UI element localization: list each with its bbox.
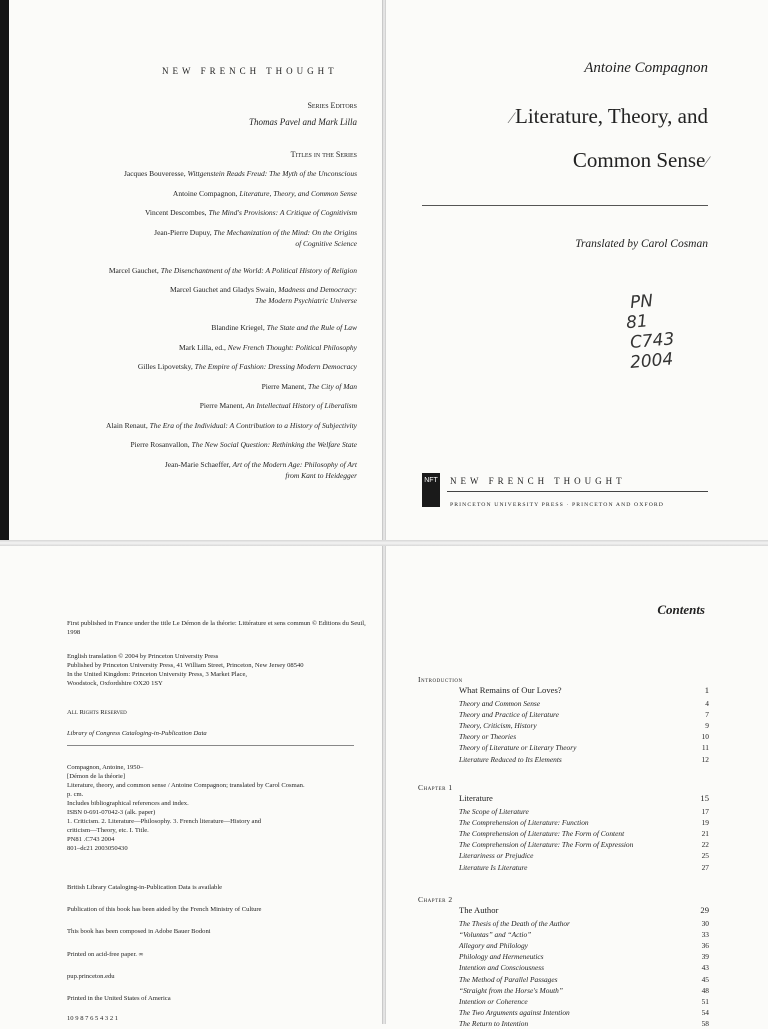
cip-rule bbox=[67, 745, 354, 746]
contents-heading: Contents bbox=[657, 602, 705, 617]
series-title-entry bbox=[40, 459, 357, 481]
page-gutter bbox=[382, 0, 386, 1024]
toc-entry-title: The Two Arguments against Intention bbox=[459, 1008, 570, 1018]
toc-page-number: 39 bbox=[701, 952, 709, 962]
series-title-entry bbox=[40, 342, 357, 353]
toc-page-number: 17 bbox=[701, 806, 709, 816]
toc-page-number: 43 bbox=[701, 963, 709, 973]
toc-entry-title: Theory and Common Sense bbox=[459, 698, 541, 708]
toc-entry-title: The Return to Intention bbox=[459, 1019, 529, 1029]
toc-page-number: 15 bbox=[700, 793, 709, 803]
cip-title: Library of Congress Cataloging-in-Publication Data bbox=[67, 730, 207, 737]
toc-entry-title: “Voluntas” and “Actio” bbox=[459, 929, 532, 939]
toc-entry-title: Theory, Criticism, History bbox=[459, 720, 537, 730]
series-editors-label: Series Editors bbox=[307, 101, 357, 110]
copyright-line: Includes bibliographical references and index. bbox=[67, 800, 189, 807]
copyright-line: ISBN 0-691-07042-3 (alk. paper) bbox=[67, 809, 156, 816]
toc-page-number: 12 bbox=[701, 754, 709, 764]
toc-page-number: 22 bbox=[701, 840, 709, 850]
toc-entry-title: The Comprehension of Literature: The Form of Expression bbox=[459, 840, 634, 850]
toc-entry bbox=[459, 709, 709, 720]
book-spine-shadow bbox=[0, 0, 9, 540]
series-title-author: Marcel Gauchet and Gladys Swain, bbox=[169, 285, 277, 294]
copyright-line: [Démon de la théorie] bbox=[67, 773, 126, 780]
toc-entry bbox=[459, 974, 709, 985]
series-title-author: Vincent Descombes, bbox=[144, 208, 207, 217]
toc-entry-title: The Comprehension of Literature: Function bbox=[459, 817, 589, 827]
toc-entry-title: The Comprehension of Literature: The Form of Content bbox=[459, 828, 625, 838]
series-title-entry bbox=[40, 227, 357, 249]
british-library: British Library Cataloging-in-Publication Data is available bbox=[67, 884, 223, 891]
title-imprint: NEW FRENCH THOUGHT bbox=[450, 476, 626, 486]
toc-page-number: 45 bbox=[701, 974, 709, 984]
toc-page-number: 25 bbox=[701, 851, 709, 861]
toc-entry-title: Literature Is Literature bbox=[459, 862, 528, 872]
copyright-line: 801–dc21 2003050430 bbox=[67, 845, 128, 852]
all-rights: All Rights Reserved bbox=[67, 709, 127, 716]
toc-entry bbox=[459, 951, 709, 962]
series-title-entry bbox=[40, 322, 357, 333]
imprint-rule bbox=[447, 491, 708, 492]
toc-page-number: 27 bbox=[701, 862, 709, 872]
toc-entry-title: “Straight from the Horse's Mouth” bbox=[459, 985, 563, 995]
series-title-entry bbox=[40, 168, 357, 179]
cip-record bbox=[67, 763, 367, 853]
series-title-author: Pierre Rosanvallon, bbox=[130, 440, 190, 449]
toc-entry bbox=[459, 742, 709, 753]
series-title-name: Literature, Theory, and Common Sense bbox=[239, 188, 357, 198]
toc-entry-title: The Scope of Literature bbox=[459, 806, 529, 816]
series-title-author: Marcel Gauchet, bbox=[108, 265, 159, 275]
toc-entry bbox=[459, 1007, 709, 1018]
copyright-line: Literature, theory, and common sense / Antoine Compagnon; translated by Carol Cosman. bbox=[67, 782, 305, 789]
series-title-name: An Intellectual History of Liberalism bbox=[246, 401, 357, 410]
series-title-entry bbox=[40, 361, 357, 372]
toc-entry-title: Theory of Literature or Literary Theory bbox=[459, 743, 577, 753]
series-editors: Thomas Pavel and Mark Lilla bbox=[249, 117, 357, 127]
copyright-line: Compagnon, Antoine, 1950– bbox=[67, 764, 144, 771]
series-title-name: The Era of the Individual: A Contribution to a History of Subjectivity bbox=[149, 420, 357, 430]
scan-seam bbox=[0, 540, 768, 546]
series-title-name: The Disenchantment of the World: A Political History of Religion bbox=[160, 265, 357, 275]
copyright-block bbox=[67, 652, 367, 688]
hand-line: 81 bbox=[625, 311, 649, 334]
toc-page-number: 7 bbox=[705, 709, 709, 719]
toc-entry-title: Intention and Consciousness bbox=[459, 963, 544, 973]
series-title-name: The City of Man bbox=[308, 381, 357, 391]
hand-line: PN bbox=[629, 291, 654, 314]
toc-page-number: 4 bbox=[705, 698, 709, 708]
series-title-author: Antoine Compagnon, bbox=[172, 188, 238, 198]
copyright-line: Woodstock, Oxfordshire OX20 1SY bbox=[67, 680, 163, 687]
series-title-entry bbox=[40, 207, 357, 218]
toc-entry bbox=[459, 862, 709, 873]
toc-entry-title: Philology and Hermeneutics bbox=[459, 952, 544, 962]
first-published: First published in France under the title Le Démon de la théorie: Littérature et sens commun © Editions du Seuil, 1998 bbox=[67, 620, 366, 636]
series-title-name: New French Thought: Political Philosophy bbox=[227, 342, 357, 352]
copyright-line: criticism—Theory, etc. I. Title. bbox=[67, 827, 149, 834]
toc-page-number: 10 bbox=[701, 732, 709, 742]
toc-entry-title: Intention or Coherence bbox=[459, 996, 528, 1006]
toc-page-number: 30 bbox=[701, 918, 709, 928]
toc-entry-title: The Author bbox=[459, 905, 499, 915]
handwritten-callnumber bbox=[625, 290, 700, 374]
toc-entry bbox=[459, 985, 709, 996]
series-title-name: The State and the Rule of Law bbox=[266, 323, 357, 332]
toc-page-number: 33 bbox=[701, 929, 709, 939]
translator: Translated by Carol Cosman bbox=[575, 238, 708, 250]
copyright-line: English translation © 2004 by Princeton University Press bbox=[67, 653, 219, 660]
series-title-cont: of Cognitive Science bbox=[295, 238, 357, 248]
series-title-name: Wittgenstein Reads Freud: The Myth of the Unconscious bbox=[187, 169, 357, 178]
toc-entry-title: What Remains of Our Loves? bbox=[459, 685, 562, 695]
nft-logo: NFT bbox=[422, 473, 440, 507]
toc-entry bbox=[459, 720, 709, 731]
acid-free: Printed on acid-free paper. ∞ bbox=[67, 951, 144, 958]
series-title-author: Pierre Manent, bbox=[261, 381, 307, 391]
toc-entry bbox=[459, 918, 709, 929]
series-title-author: Gilles Lipovetsky, bbox=[137, 362, 193, 371]
toc-entry bbox=[459, 817, 709, 828]
series-title-entry bbox=[40, 188, 357, 199]
series-title-cont: from Kant to Heidegger bbox=[285, 470, 357, 480]
print-numbers: 10 9 8 7 6 5 4 3 2 1 bbox=[67, 1015, 119, 1022]
series-title-name: The Mechanization of the Mind: On the Origins bbox=[213, 227, 357, 237]
toc-entry bbox=[459, 698, 709, 709]
toc-entry bbox=[459, 905, 709, 916]
toc-page-number: 29 bbox=[700, 905, 709, 915]
toc-entry-title: Theory or Theories bbox=[459, 732, 517, 742]
series-title-entry bbox=[40, 381, 357, 392]
aided-by: Publication of this book has been aided by the French Ministry of Culture bbox=[67, 906, 262, 913]
series-imprint: NEW FRENCH THOUGHT bbox=[162, 66, 338, 76]
toc-page-number: 51 bbox=[701, 996, 709, 1006]
toc-entry bbox=[459, 731, 709, 742]
toc-page-number: 58 bbox=[701, 1019, 709, 1029]
toc-page-number: 9 bbox=[705, 720, 709, 730]
hand-line: 2004 bbox=[629, 349, 675, 374]
toc-entry-title: Literature bbox=[459, 793, 493, 803]
series-title-entry bbox=[40, 265, 357, 276]
hand-line: C743 bbox=[629, 329, 676, 354]
toc-entry bbox=[459, 793, 709, 804]
printed-in: Printed in the United States of America bbox=[67, 995, 171, 1002]
series-title-name: Art of the Modern Age: Philosophy of Art bbox=[232, 459, 357, 469]
toc-entry-title: The Method of Parallel Passages bbox=[459, 974, 558, 984]
toc-entry-title: Allegory and Philology bbox=[459, 940, 528, 950]
series-title-author: Blandine Kriegel, bbox=[211, 323, 265, 332]
title-rule bbox=[422, 205, 708, 206]
copyright-line: PN81 .C743 2004 bbox=[67, 836, 115, 843]
copyright-line: 1. Criticism. 2. Literature—Philosophy. 3. French literature—History and bbox=[67, 818, 262, 825]
toc-page-number: 11 bbox=[701, 743, 709, 753]
toc-section-label: Chapter 1 bbox=[418, 783, 453, 792]
toc-entry bbox=[459, 839, 709, 850]
toc-entry bbox=[459, 850, 709, 861]
series-title-entry bbox=[40, 420, 357, 431]
book-title-line2: Common Sense⁄ bbox=[572, 148, 708, 172]
toc-entry bbox=[459, 962, 709, 973]
series-title-author: Pierre Manent, bbox=[199, 401, 245, 410]
series-title-author: Alain Renaut, bbox=[106, 420, 148, 430]
publisher-url: pup.princeton.edu bbox=[67, 973, 115, 980]
series-title-entry bbox=[40, 284, 357, 306]
titles-label: Titles in the Series bbox=[290, 150, 357, 159]
toc-page-number: 36 bbox=[701, 940, 709, 950]
book-title-line1: ⁄Literature, Theory, and bbox=[510, 104, 708, 128]
toc-entry bbox=[459, 806, 709, 817]
toc-page-number: 19 bbox=[701, 817, 709, 827]
toc-entry bbox=[459, 828, 709, 839]
toc-entry bbox=[459, 685, 709, 696]
series-title-name: The Empire of Fashion: Dressing Modern Democracy bbox=[194, 362, 357, 371]
toc-section-label: Chapter 2 bbox=[418, 895, 453, 904]
series-title-entry bbox=[40, 400, 357, 411]
series-title-name: The Mind's Provisions: A Critique of Cognitivism bbox=[208, 208, 357, 217]
copyright-line: Published by Princeton University Press, 41 William Street, Princeton, New Jersey 08540 bbox=[67, 662, 304, 669]
series-title-author: Jean-Pierre Dupuy, bbox=[154, 227, 212, 237]
publisher-line: PRINCETON UNIVERSITY PRESS · PRINCETON AND OXFORD bbox=[450, 502, 665, 508]
series-title-author: Mark Lilla, ed., bbox=[178, 342, 226, 352]
series-title-author: Jacques Bouveresse, bbox=[123, 169, 186, 178]
toc-entry-title: Theory and Practice of Literature bbox=[459, 709, 559, 719]
book-author: Antoine Compagnon bbox=[584, 60, 708, 76]
toc-entry bbox=[459, 929, 709, 940]
composed-in: This book has been composed in Adobe Bauer Bodoni bbox=[67, 928, 211, 935]
series-title-name: Madness and Democracy: bbox=[278, 285, 357, 294]
toc-section-label: Introduction bbox=[418, 675, 463, 684]
toc-entry bbox=[459, 996, 709, 1007]
series-title-author: Jean-Marie Schaeffer, bbox=[164, 459, 231, 469]
toc-page-number: 21 bbox=[701, 828, 709, 838]
series-title-cont: The Modern Psychiatric Universe bbox=[255, 296, 357, 305]
copyright-line: p. cm. bbox=[67, 791, 84, 798]
toc-entry-title: Literariness or Prejudice bbox=[459, 851, 534, 861]
toc-page-number: 48 bbox=[701, 985, 709, 995]
series-title-name: The New Social Question: Rethinking the Welfare State bbox=[191, 440, 357, 449]
toc-page-number: 1 bbox=[704, 685, 709, 695]
toc-page-number: 54 bbox=[701, 1008, 709, 1018]
toc-entry-title: Literature Reduced to Its Elements bbox=[459, 754, 562, 764]
toc-entry bbox=[459, 754, 709, 765]
toc-entry-title: The Thesis of the Death of the Author bbox=[459, 918, 570, 928]
copyright-line: In the United Kingdom: Princeton University Press, 3 Market Place, bbox=[67, 671, 248, 678]
series-title-entry bbox=[40, 439, 357, 450]
toc-entry bbox=[459, 940, 709, 951]
